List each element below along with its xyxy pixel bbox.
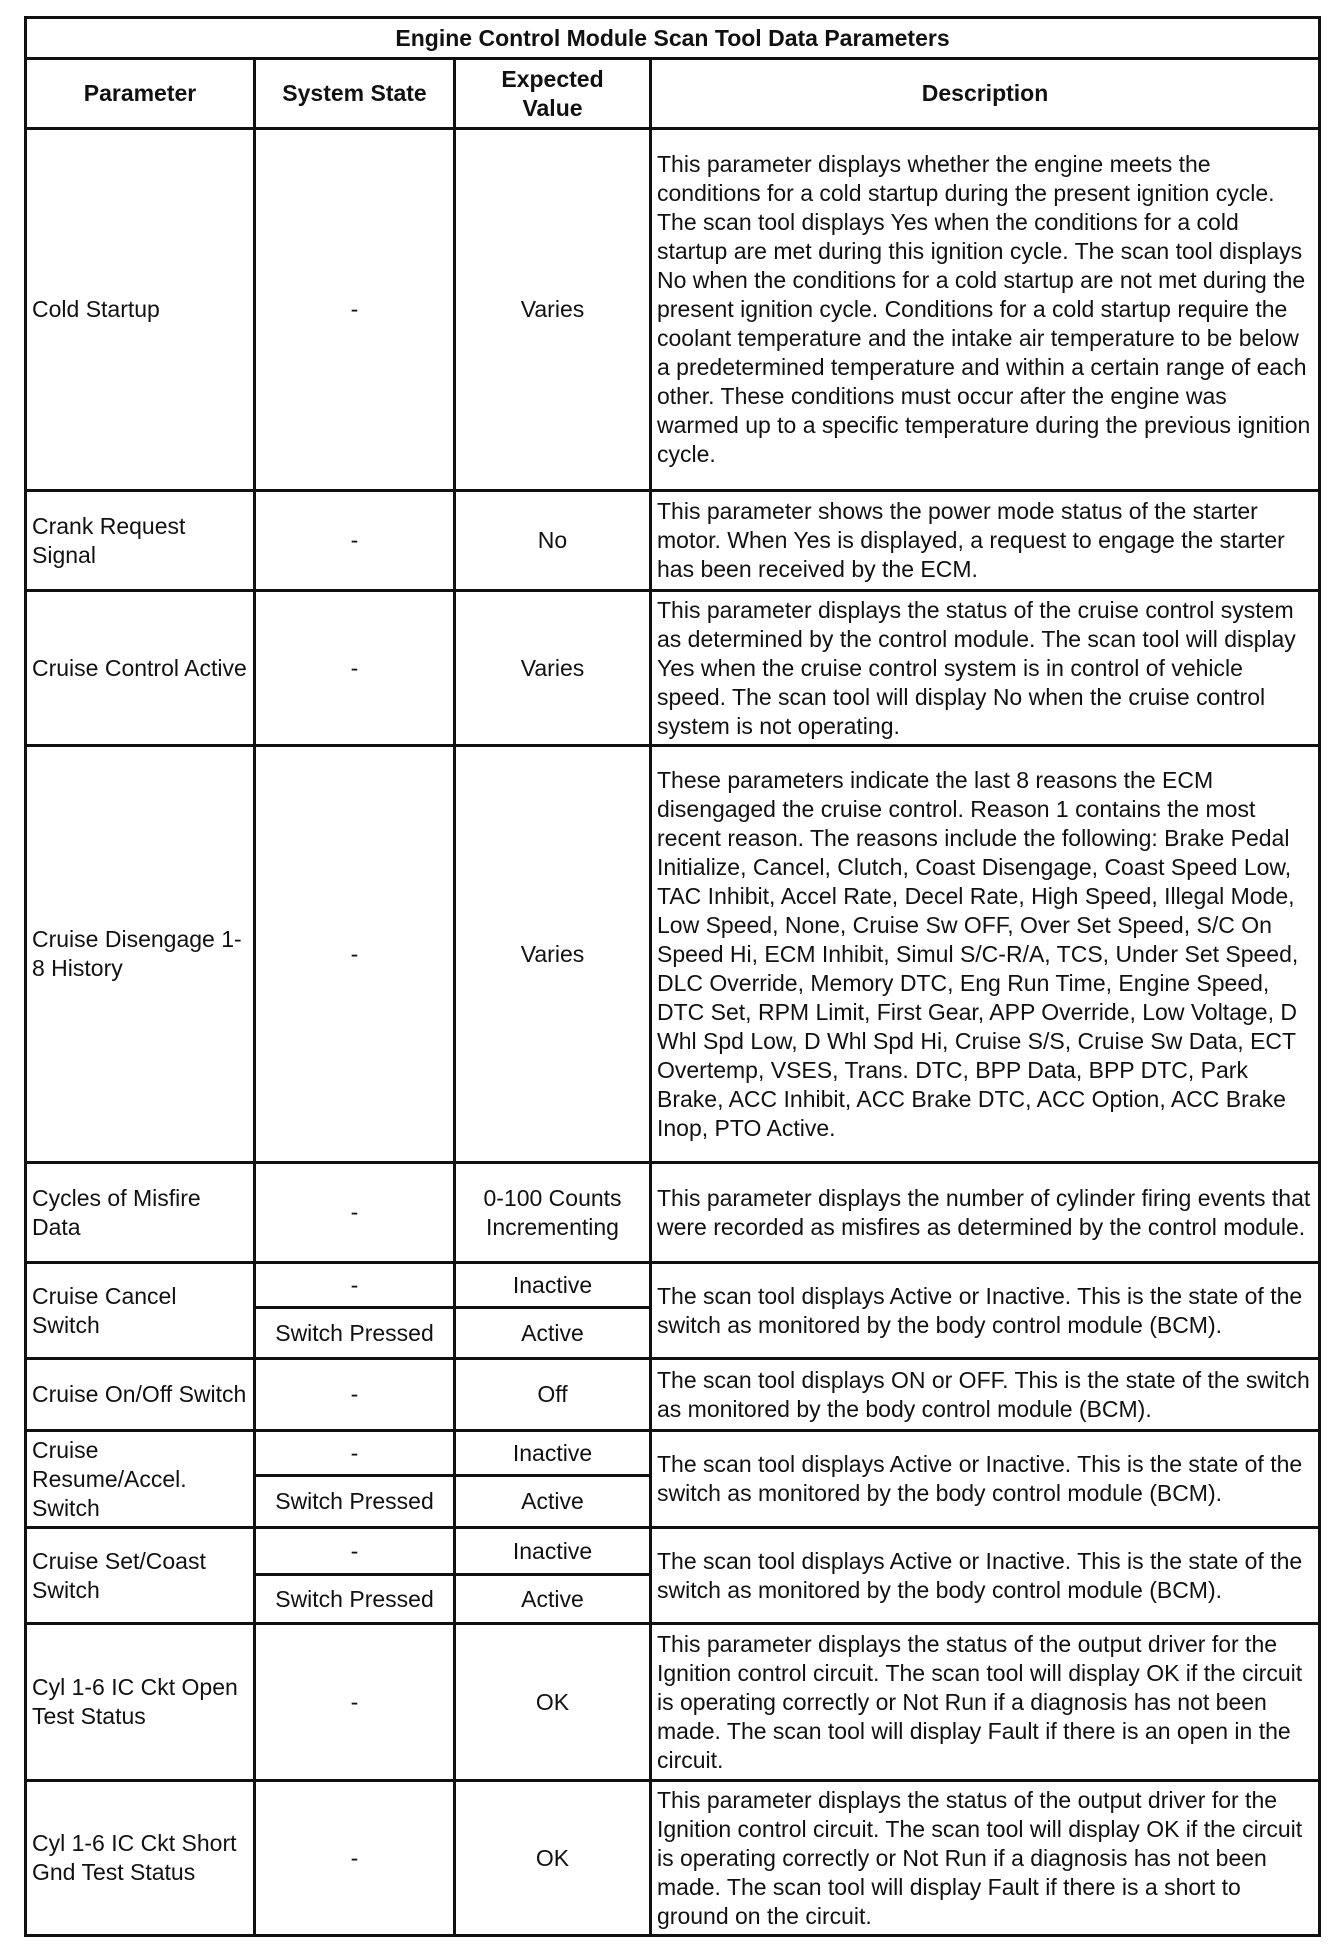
system-state-cell: -	[255, 1359, 455, 1431]
column-header-system-state: System State	[255, 59, 455, 129]
table-row	[26, 1431, 1320, 1476]
table-row	[26, 1781, 1320, 1936]
system-state-cell: -	[255, 1263, 455, 1308]
system-state-cell: Switch Pressed	[255, 1308, 455, 1359]
system-state-cell: Switch Pressed	[255, 1476, 455, 1528]
description-cell: This parameter displays whether the engine meets the conditions for a cold startup during the present ignition cycle. The scan tool displays Yes when the conditions for a cold startup are met during this ignition cycle. The scan tool displays No when the conditions for a cold startup are not met during the present ignition cycle. Conditions for a cold startup require the coolant temperature and the intake air temperature to be below a predetermined temperature and within a certain range of each other. These conditions must occur after the engine was warmed up to a specific temperature during the previous ignition cycle.	[651, 129, 1320, 491]
table-row	[26, 1528, 1320, 1575]
expected-value-cell: Active	[455, 1575, 651, 1624]
table-row	[26, 129, 1320, 491]
expected-value-cell: Varies	[455, 129, 651, 491]
table-row	[26, 1263, 1320, 1308]
description-cell: This parameter displays the status of the output driver for the Ignition control circuit. The scan tool will display OK if the circuit is operating correctly or Not Run if a diagnosis has not been made. The scan tool will display Fault if there is an open in the circuit.	[651, 1624, 1320, 1781]
parameter-cell: Cold Startup	[26, 129, 255, 491]
system-state-cell: -	[255, 1163, 455, 1263]
table-row	[26, 491, 1320, 591]
system-state-cell: -	[255, 1431, 455, 1476]
system-state-cell: Switch Pressed	[255, 1575, 455, 1624]
parameter-cell: Cruise Disengage 1-8 History	[26, 746, 255, 1163]
expected-value-cell: Active	[455, 1308, 651, 1359]
expected-value-cell: Off	[455, 1359, 651, 1431]
description-cell: This parameter shows the power mode status of the starter motor. When Yes is displayed, a request to engage the starter has been received by the ECM.	[651, 491, 1320, 591]
parameter-cell: Cruise On/Off Switch	[26, 1359, 255, 1431]
description-cell: This parameter displays the status of the cruise control system as determined by the control module. The scan tool will display Yes when the cruise control system is in control of vehicle speed. The scan tool will display No when the cruise control system is not operating.	[651, 591, 1320, 746]
expected-value-cell: Varies	[455, 591, 651, 746]
description-cell: The scan tool displays Active or Inactive. This is the state of the switch as monitored by the body control module (BCM).	[651, 1263, 1320, 1359]
table-row	[26, 1624, 1320, 1781]
table-row	[26, 746, 1320, 1163]
expected-value-cell: Inactive	[455, 1263, 651, 1308]
expected-value-cell: Active	[455, 1476, 651, 1528]
system-state-cell: -	[255, 591, 455, 746]
description-cell: This parameter displays the status of the output driver for the Ignition control circuit. The scan tool will display OK if the circuit is operating correctly or Not Run if a diagnosis has not been made. The scan tool will display Fault if there is a short to ground on the circuit.	[651, 1781, 1320, 1936]
expected-header-line2: Value	[522, 94, 583, 121]
parameter-cell: Cycles of Misfire Data	[26, 1163, 255, 1263]
expected-header-line1: Expected	[501, 65, 604, 92]
expected-value-cell: OK	[455, 1624, 651, 1781]
system-state-cell: -	[255, 491, 455, 591]
parameter-cell: Cruise Resume/Accel. Switch	[26, 1431, 255, 1528]
expected-value-cell: No	[455, 491, 651, 591]
system-state-cell: -	[255, 746, 455, 1163]
system-state-cell: -	[255, 1528, 455, 1575]
parameter-cell: Cruise Cancel Switch	[26, 1263, 255, 1359]
column-header-expected-value	[455, 59, 651, 129]
scan-tool-data-table	[24, 16, 1321, 1937]
expected-value-cell: OK	[455, 1781, 651, 1936]
system-state-cell: -	[255, 1624, 455, 1781]
expected-value-cell: Varies	[455, 746, 651, 1163]
expected-value-cell: Inactive	[455, 1528, 651, 1575]
table-row	[26, 591, 1320, 746]
parameter-cell: Cyl 1-6 IC Ckt Open Test Status	[26, 1624, 255, 1781]
table-row	[26, 1359, 1320, 1431]
parameter-cell: Cruise Control Active	[26, 591, 255, 746]
description-cell: These parameters indicate the last 8 reasons the ECM disengaged the cruise control. Reason 1 contains the most recent reason. The reasons include the following: Brake Pedal Initialize, Cancel, Clutch, Coast Disengage, Coast Speed Low, TAC Inhibit, Accel Rate, Decel Rate, High Speed, Illegal Mode, Low Speed, None, Cruise Sw OFF, Over Set Speed, S/C On Speed Hi, ECM Inhibit, Simul S/C-R/A, TCS, Under Set Speed, DLC Override, Memory DTC, Eng Run Time, Engine Speed, DTC Set, RPM Limit, First Gear, APP Override, Low Voltage, D Whl Spd Low, D Whl Spd Hi, Cruise S/S, Cruise Sw Data, ECT Overtemp, VSES, Trans. DTC, BPP Data, BPP DTC, Park Brake, ACC Inhibit, ACC Brake DTC, ACC Option, ACC Brake Inop, PTO Active.	[651, 746, 1320, 1163]
column-header-description: Description	[651, 59, 1320, 129]
description-cell: The scan tool displays ON or OFF. This is the state of the switch as monitored by the body control module (BCM).	[651, 1359, 1320, 1431]
table-title: Engine Control Module Scan Tool Data Parameters	[26, 18, 1320, 59]
parameter-cell: Crank Request Signal	[26, 491, 255, 591]
description-cell: The scan tool displays Active or Inactive. This is the state of the switch as monitored by the body control module (BCM).	[651, 1431, 1320, 1528]
parameter-cell: Cyl 1-6 IC Ckt Short Gnd Test Status	[26, 1781, 255, 1936]
column-header-parameter: Parameter	[26, 59, 255, 129]
table-row	[26, 1163, 1320, 1263]
expected-value-cell: Inactive	[455, 1431, 651, 1476]
description-cell: The scan tool displays Active or Inactive. This is the state of the switch as monitored by the body control module (BCM).	[651, 1528, 1320, 1624]
parameter-cell: Cruise Set/Coast Switch	[26, 1528, 255, 1624]
description-cell: This parameter displays the number of cylinder firing events that were recorded as misfires as determined by the control module.	[651, 1163, 1320, 1263]
system-state-cell: -	[255, 1781, 455, 1936]
expected-value-cell: 0-100 Counts Incrementing	[455, 1163, 651, 1263]
system-state-cell: -	[255, 129, 455, 491]
